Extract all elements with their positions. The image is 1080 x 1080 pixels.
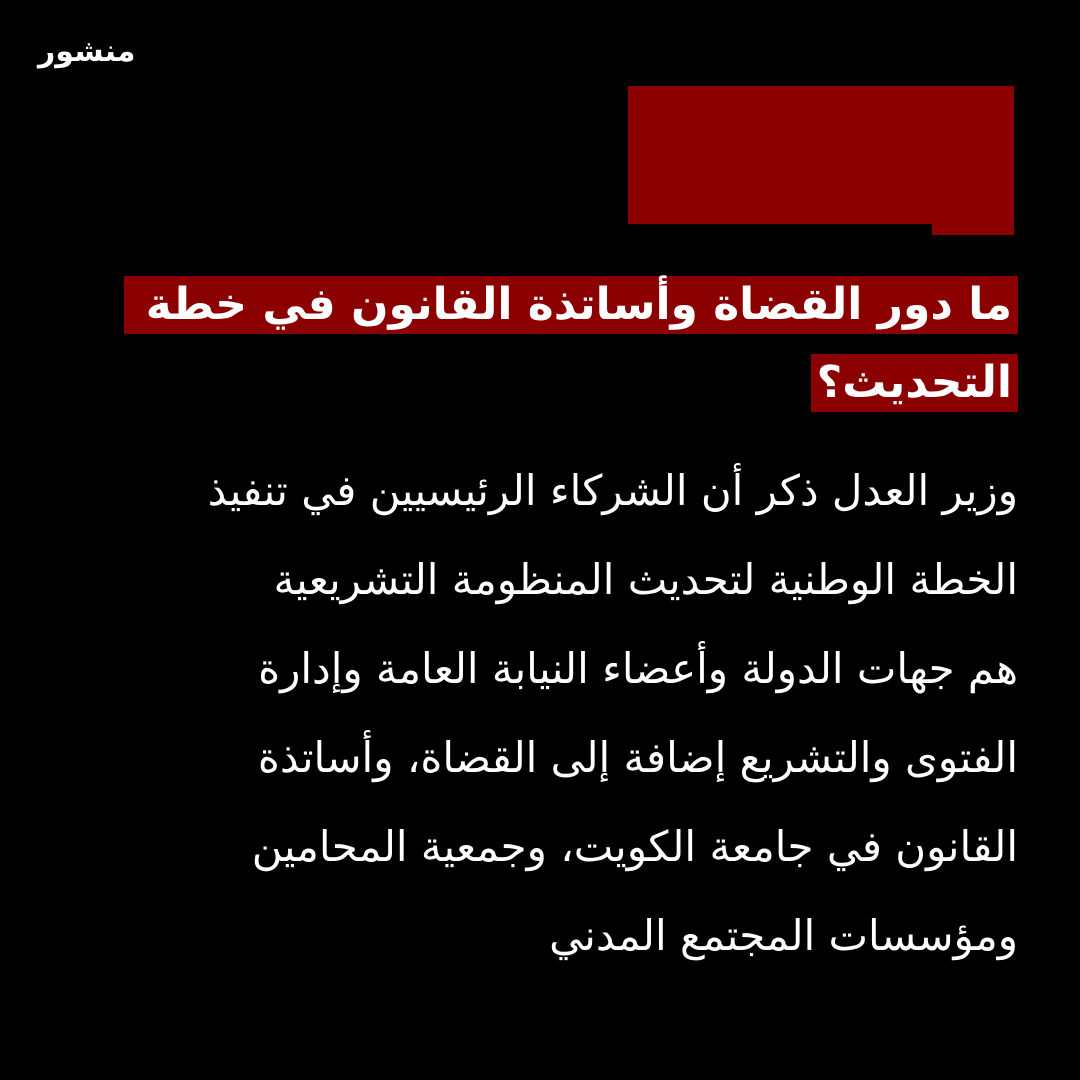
body-line-6: ومؤسسات المجتمع المدني xyxy=(549,911,1018,960)
decorative-red-block xyxy=(628,86,1014,224)
body-line-5: القانون في جامعة الكويت، وجمعية المحامين xyxy=(251,822,1018,871)
headline-line-1-row xyxy=(58,276,1018,334)
body-line-2: الخطة الوطنية لتحديث المنظومة التشريعية xyxy=(273,555,1018,604)
decorative-red-block-tab xyxy=(932,222,1014,235)
brand-logo: منشور xyxy=(38,34,136,69)
headline-line-2: التحديث؟ xyxy=(811,354,1018,412)
headline xyxy=(58,276,1018,432)
headline-line-2-row xyxy=(58,354,1018,412)
body-line-3: هم جهات الدولة وأعضاء النيابة العامة وإدارة xyxy=(258,644,1018,693)
body-line-4: الفتوى والتشريع إضافة إلى القضاة، وأساتذة xyxy=(257,733,1018,782)
body-paragraph xyxy=(68,446,1018,980)
body-line-1: وزير العدل ذكر أن الشركاء الرئيسيين في تنفيذ xyxy=(207,466,1018,515)
headline-line-1: ما دور القضاة وأساتذة القانون في خطة xyxy=(124,276,1018,334)
